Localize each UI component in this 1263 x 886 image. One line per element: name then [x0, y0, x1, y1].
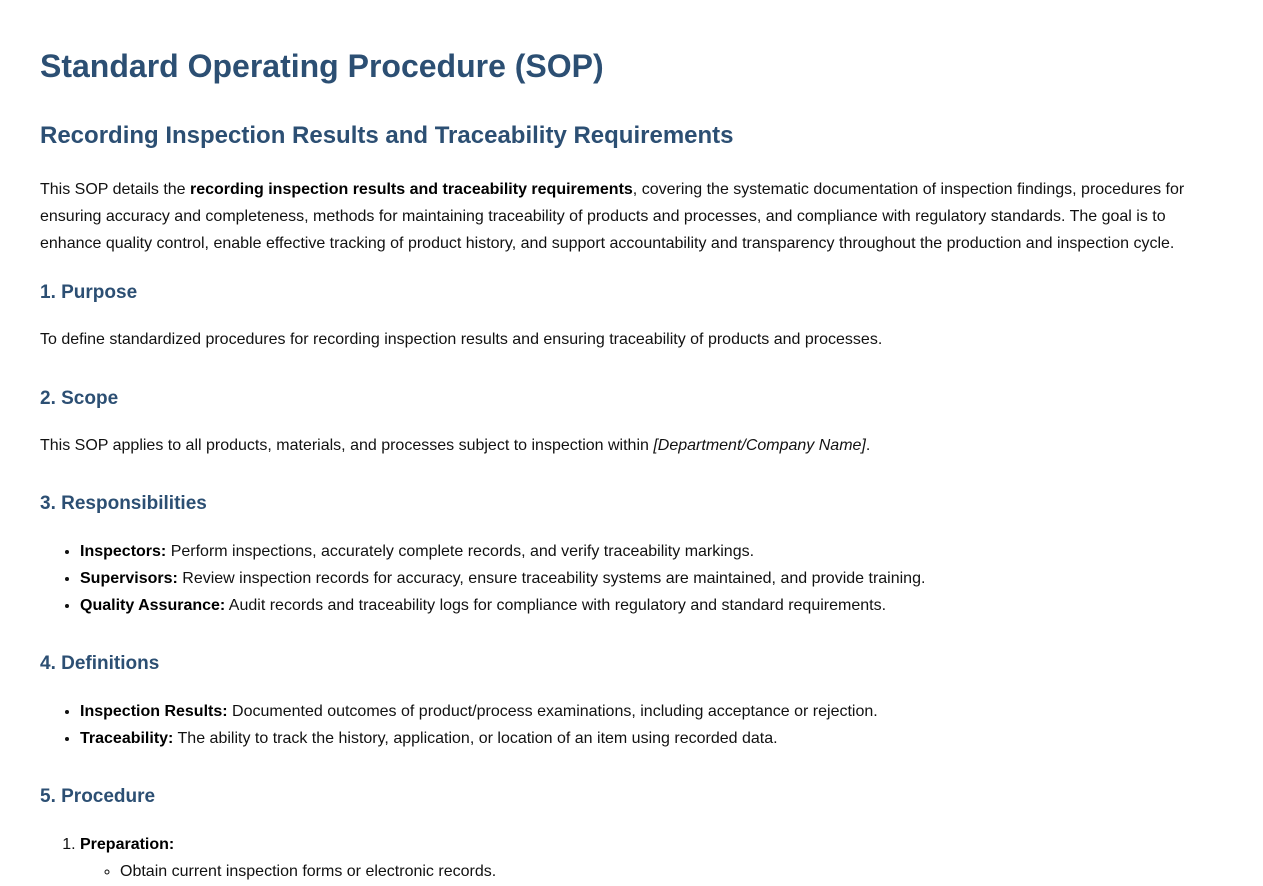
- list-item-term: Quality Assurance:: [80, 597, 226, 614]
- procedure-substeps: [80, 858, 496, 885]
- definitions-heading: 4. Definitions: [40, 653, 160, 674]
- purpose-heading: 1. Purpose: [40, 282, 138, 303]
- procedure-step: [80, 831, 496, 885]
- list-item-desc: The ability to track the history, application, or location of an item using recorded data.: [173, 730, 778, 747]
- list-item-desc: Review inspection records for accuracy, ensure traceability systems are maintained, and provide training.: [177, 570, 926, 587]
- list-item-term: Supervisors:: [80, 570, 178, 587]
- list-item: [80, 565, 925, 592]
- procedure-steps: [80, 831, 496, 885]
- list-item-term: Traceability:: [80, 730, 174, 747]
- list-item-term: Inspection Results:: [80, 703, 228, 720]
- list-item-desc: Audit records and traceability logs for compliance with regulatory and standard requirements.: [225, 597, 887, 614]
- procedure-step-label: Preparation:: [80, 836, 175, 853]
- responsibilities-list: [80, 538, 925, 619]
- list-item: [80, 725, 878, 752]
- list-item-desc: Perform inspections, accurately complete records, and verify traceability markings.: [166, 543, 755, 560]
- scope-heading: 2. Scope: [40, 388, 119, 409]
- list-item-desc: Documented outcomes of product/process examinations, including acceptance or rejection.: [227, 703, 878, 720]
- page-title: Standard Operating Procedure (SOP): [40, 48, 604, 84]
- scope-company-placeholder: [Department/Company Name]: [653, 437, 866, 454]
- intro-paragraph: [40, 176, 1200, 257]
- intro-text-pre: This SOP details the: [40, 181, 190, 198]
- scope-text-pre: This SOP applies to all products, materials, and processes subject to inspection within: [40, 437, 654, 454]
- scope-text: [40, 435, 870, 457]
- definitions-list: [80, 698, 878, 752]
- intro-text-bold: recording inspection results and traceability requirements: [190, 181, 633, 198]
- scope-text-post: .: [865, 437, 871, 454]
- intro-text-post: , covering the systematic documentation of inspection findings, procedures for ensuring accuracy and completeness, methods for maintaining traceability of products and processes, and compliance with regulatory standards. The goal is to enhance quality control, enable effective tracking of product history, and support accountability and transparency throughout the production and inspection cycle.: [40, 181, 1185, 252]
- responsibilities-heading: 3. Responsibilities: [40, 493, 207, 514]
- list-item: [80, 592, 925, 619]
- list-item: [80, 698, 878, 725]
- list-item: [80, 538, 925, 565]
- procedure-heading: 5. Procedure: [40, 786, 156, 807]
- purpose-text: To define standardized procedures for recording inspection results and ensuring traceability of products and processes.: [40, 331, 883, 348]
- list-item-term: Inspectors:: [80, 543, 167, 560]
- list-item: ◦ Obtain current inspection forms or electronic records.: [120, 858, 496, 885]
- page-subtitle: Recording Inspection Results and Traceability Requirements: [40, 122, 734, 149]
